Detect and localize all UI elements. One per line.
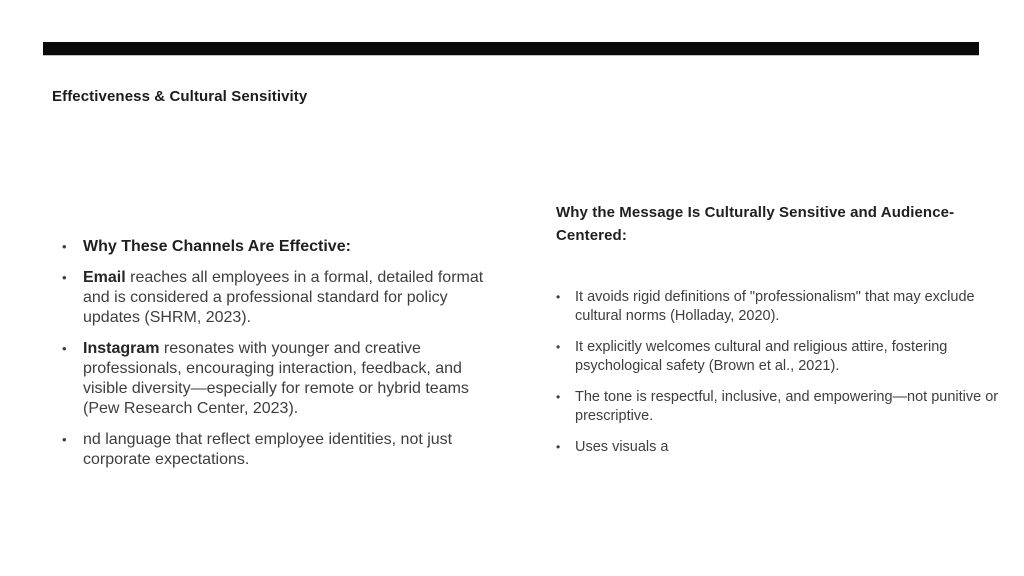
list-item [62,430,486,470]
bullet-text: It explicitly welcomes cultural and religious attire, fostering psychological safety (Brown et al., 2021). [575,339,948,374]
bullet-marker: • [62,341,67,356]
right-bullet-list [556,288,1004,457]
list-item [62,237,486,257]
bullet-marker: • [556,340,561,354]
list-item [62,268,486,328]
bullet-text [83,430,486,470]
list-item [556,288,1004,326]
bullet-body-text: nd language that reflect employee identities, not just corporate expectations. [83,431,453,468]
bullet-bold-lead: Instagram [83,340,160,357]
list-item [556,388,1004,426]
left-text-column [62,237,486,481]
bullet-text: It avoids rigid definitions of "professionalism" that may exclude cultural norms (Holladay, 2020). [575,289,975,324]
right-column-heading: Why the Message Is Culturally Sensitive and Audience-Centered: [556,204,955,244]
bullet-marker: • [556,440,561,454]
top-accent-bar [43,42,979,55]
bullet-marker: • [556,390,561,404]
bullet-body-text: reaches all employees in a formal, detailed format and is considered a professional standard for policy updates (SHRM, 2023). [83,269,484,326]
slide-title: Effectiveness & Cultural Sensitivity [52,88,308,105]
right-text-column [556,201,1004,469]
bullet-text [83,237,351,257]
bullet-text [83,339,486,419]
list-item [556,338,1004,376]
left-bullet-list [62,237,486,470]
bullet-bold-lead: Email [83,269,126,286]
list-item [556,438,1004,457]
bullet-text [83,268,486,328]
bullet-bold-lead: Why These Channels Are Effective: [83,238,351,255]
bullet-body-text: resonates with younger and creative professionals, encouraging interaction, feedback, and visible diversity—especially for remote or hybrid teams (Pew Research Center, 2023). [83,340,469,417]
bullet-text: The tone is respectful, inclusive, and empowering—not punitive or prescriptive. [575,389,999,424]
bullet-marker: • [556,290,561,304]
bullet-text: Uses visuals a [575,439,669,455]
bullet-marker: • [62,432,67,447]
bullet-marker: • [62,270,67,285]
bullet-marker: • [62,239,67,254]
list-item [62,339,486,419]
